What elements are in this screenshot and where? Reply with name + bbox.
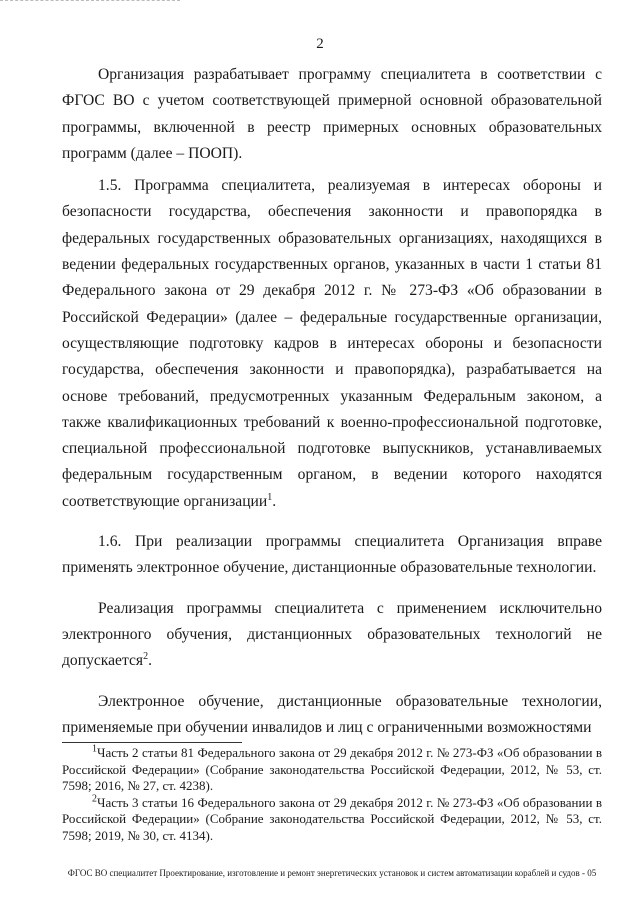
paragraph-1-5: 1.5. Программа специалитета, реализуемая в интересах обороны и безопасности государства, обеспечения законности и правопорядка в федеральных государственных образовательных организациях, находящихся в ведении федеральных государственных органов, указанных в части 1 статьи 81 Федерального закона от 29 декабря 2012 г. № 273-ФЗ «Об образовании в Российской Федерации» (далее – федеральные государственные организации, осуществляющие подготовку кадров в интересах обороны и безопасности государства, обеспечения законности и правопорядка), разрабатывается на основе требований, предусмотренных указанным Федеральным законом, а также квалификационных требований к военно-профессиональной подготовке, специальной профессиональной подготовке выпускников, устанавливаемых федеральным государственным органом, в ведении которого находятся соответствующие организации$^1$.	[62, 177, 602, 510]
paragraph-1-6: 1.6. При реализации программы специалитета Организация вправе применять электронное обучение, дистанционные образовательные технологии.	[62, 533, 602, 577]
footnote-2	[62, 795, 602, 845]
footnote-mark: 2	[92, 793, 97, 805]
footnote-ref-1[interactable]: 1	[267, 491, 273, 503]
document-footer: ФГОС ВО специалитет Проектирование, изготовление и ремонт энергетических установок и систем автоматизации кораблей и судов - 05	[67, 868, 597, 878]
footnote-1	[62, 745, 602, 795]
paragraph-restriction: Реализация программы специалитета с применением исключительно электронного обучения, дистанционных образовательных технологий не допускается$^2$.	[62, 599, 602, 670]
paragraph-disabled-learners: Электронное обучение, дистанционные образовательные технологии, применяемые при обучении инвалидов и лиц с ограниченными возможностями	[62, 692, 602, 736]
page-number: 2	[316, 36, 324, 52]
footnotes	[62, 745, 602, 845]
footnote-separator	[62, 742, 242, 743]
main-text	[62, 62, 602, 741]
scan-edge-mark	[0, 0, 180, 3]
footnote-text: Часть 3 статьи 16 Федерального закона от 29 декабря 2012 г. № 273-ФЗ «Об образовании в Российской Федерации» (Собрание законодательства Российской Федерации, 2012, № 53, ст. 7598; 2019, № 30, ст. 4134).	[62, 794, 602, 843]
paragraph-1: Организация разрабатывает программу специалитета в соответствии с ФГОС ВО с учетом соответствующей примерной основной образовательной программы, включенной в реестр примерных основных образовательных программ (далее – ПООП).	[62, 66, 602, 162]
footnote-text: Часть 2 статьи 81 Федерального закона от 29 декабря 2012 г. № 273-ФЗ «Об образовании в Российской Федерации» (Собрание законодательства Российской Федерации, 2012, № 53, ст. 7598; 2016, № 27, ст. 4238).	[62, 745, 602, 794]
paragraph-1-5-text: 1.5. Программа специалитета, реализуемая в интересах обороны и безопасности государства, обеспечения законности и правопорядка в федеральных государственных образовательных организациях, находящихся в ведении федеральных государственных органов, указанных в части 1 статьи 81 Федерального закона от 29 декабря 2012 г. № 273-ФЗ «Об образовании в Российской Федерации» (далее – федеральные государственные организации, осуществляющие подготовку кадров в интересах обороны и безопасности государства, обеспечения законности и правопорядка), разрабатывается на основе требований, предусмотренных указанным Федеральным законом, а также квалификационных требований к военно-профессиональной подготовке, специальной профессиональной подготовке выпускников, устанавливаемых федеральным государственным органом, в ведении которого находятся соответствующие организации	[62, 177, 602, 510]
paragraph-restriction-text: Реализация программы специалитета с применением исключительно электронного обучения, дистанционных образовательных технологий не допускается	[62, 599, 602, 670]
footnote-ref-2[interactable]: 2	[143, 651, 149, 663]
footnote-mark: 1	[92, 743, 97, 755]
